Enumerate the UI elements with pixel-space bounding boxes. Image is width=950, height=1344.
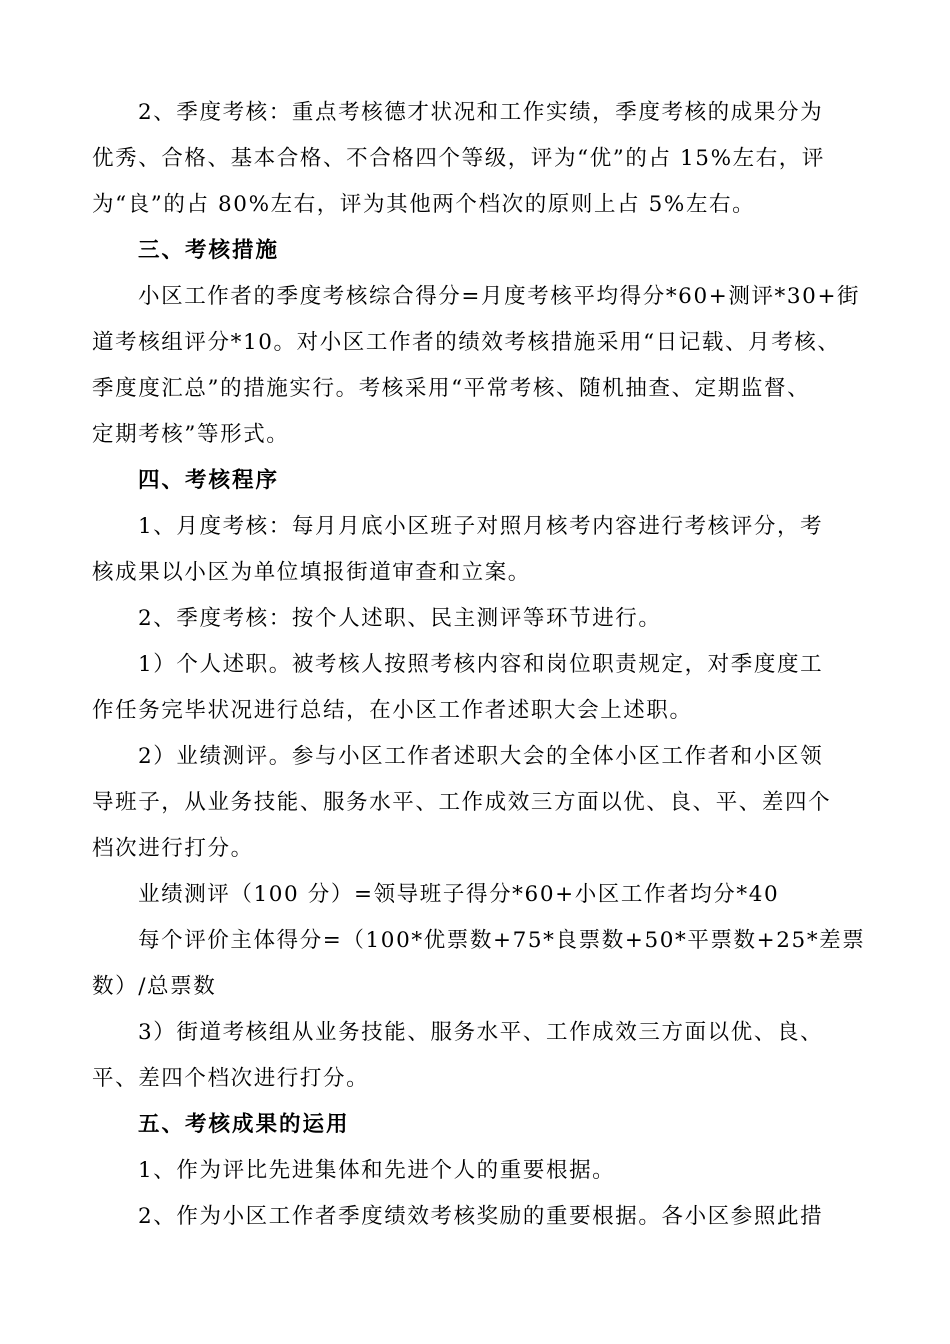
section-heading-procedure: 四、考核程序 xyxy=(138,468,280,493)
paragraph-personal-report: 1）个人述职。被考核人按照考核内容和岗位职责规定，对季度度工 xyxy=(138,652,824,677)
paragraph-line: 平、差四个档次进行打分。 xyxy=(92,1066,370,1091)
paragraph-line: 定期考核”等形式。 xyxy=(92,422,290,447)
paragraph-quarterly-review: 2、季度考核：重点考核德才状况和工作实绩，季度考核的成果分为 xyxy=(138,100,824,125)
paragraph-performance-evaluation: 2）业绩测评。参与小区工作者述职大会的全体小区工作者和小区领 xyxy=(138,744,824,769)
paragraph-monthly-review: 1、月度考核：每月月底小区班子对照月核考内容进行考核评分，考 xyxy=(138,514,824,539)
paragraph-usage-1: 1、作为评比先进集体和先进个人的重要根据。 xyxy=(138,1158,616,1183)
paragraph-street-review: 3）街道考核组从业务技能、服务水平、工作成效三方面以优、良、 xyxy=(138,1020,824,1045)
formula-subject-score: 每个评价主体得分=（100*优票数+75*良票数+50*平票数+25*差票 xyxy=(138,928,866,953)
section-heading-results-usage: 五、考核成果的运用 xyxy=(138,1112,350,1137)
paragraph-line: 档次进行打分。 xyxy=(92,836,254,861)
paragraph-line: 为“良”的占 80%左右，评为其他两个档次的原则上占 5%左右。 xyxy=(92,192,756,217)
paragraph-usage-2: 2、作为小区工作者季度绩效考核奖励的重要根据。各小区参照此措 xyxy=(138,1204,824,1229)
paragraph-line: 作任务完毕状况进行总结，在小区工作者述职大会上述职。 xyxy=(92,698,693,723)
document-page xyxy=(92,90,866,1240)
paragraph-line: 核成果以小区为单位填报街道审查和立案。 xyxy=(92,560,531,585)
paragraph-line: 导班子，从业务技能、服务水平、工作成效三方面以优、良、平、差四个 xyxy=(92,790,832,815)
section-heading-measures: 三、考核措施 xyxy=(138,238,280,263)
paragraph-line: 优秀、合格、基本合格、不合格四个等级，评为“优”的占 15%左右，评 xyxy=(92,146,826,171)
paragraph-line: 道考核组评分*10。对小区工作者的绩效考核措施采用“日记载、月考核、 xyxy=(92,330,841,355)
paragraph-quarterly-steps: 2、季度考核：按个人述职、民主测评等环节进行。 xyxy=(138,606,662,631)
formula-performance-score: 业绩测评（100 分）=领导班子得分*60+小区工作者均分*40 xyxy=(138,882,780,907)
paragraph-line: 数）/总票数 xyxy=(92,974,217,999)
paragraph-line: 季度度汇总”的措施实行。考核采用“平常考核、随机抽查、定期监督、 xyxy=(92,376,811,401)
paragraph-score-formula: 小区工作者的季度考核综合得分=月度考核平均得分*60+测评*30+街 xyxy=(138,284,861,309)
